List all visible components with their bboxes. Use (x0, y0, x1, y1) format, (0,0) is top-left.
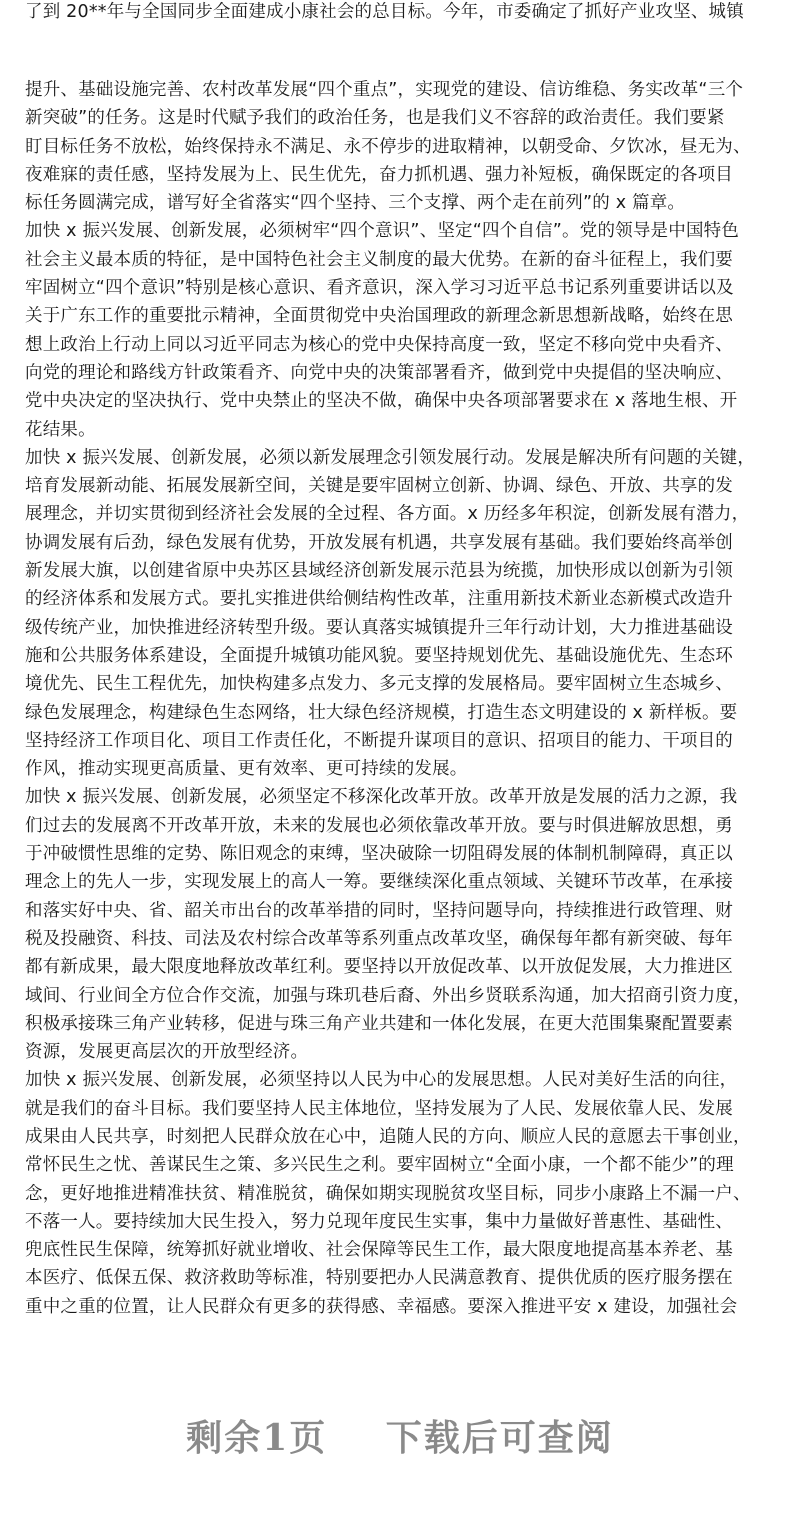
document-line: 花结果。 (25, 419, 96, 440)
document-line: 级传统产业，加快推进经济转型升级。要认真落实城镇提升三年行动计划，大力推进基础设 (25, 617, 733, 638)
document-line: 牢固树立“四个意识”特别是核心意识、看齐意识，深入学习习近平总书记系列重要讲话以及 (25, 278, 734, 299)
document-line: 资源，发展更高层次的开放型经济。 (25, 1042, 309, 1063)
document-line: 夜难寐的责任感，坚持发展为上、民生优先，奋力抓机遇、强力补短板，确保既定的各项目 (25, 164, 733, 185)
document-line: 念，更好地推进精准扶贫、精准脱贫，确保如期实现脱贫攻坚目标，同步小康路上不漏一户、 (25, 1183, 751, 1204)
document-line: 都有新成果，最大限度地释放改革红利。要坚持以开放促改革、以开放促发展，大力推进区 (25, 957, 733, 978)
document-line: 成果由人民共享，时刻把人民群众放在心中，追随人民的方向、顺应人民的意愿去干事创业， (25, 1126, 751, 1147)
document-line: 提升、基础设施完善、农村改革发展“四个重点”，实现党的建设、信访维稳、务实改革“三个 (25, 80, 744, 100)
document-line: 积极承接珠三角产业转移，促进与珠三角产业共建和一体化发展，在更大范围集聚配置要素 (25, 1013, 733, 1034)
document-line: 域间、行业间全方位合作交流，加强与珠玑巷后裔、外出乡贤联系沟通，加大招商引资力度， (25, 985, 751, 1006)
document-line: 境优先、民生工程优先，加快构建多点发力、多元支撑的发展格局。要牢固树立生态城乡、 (25, 674, 733, 695)
document-line: 培育发展新动能、拓展发展新空间，关键是要牢固树立创新、协调、绿色、开放、共享的发 (25, 476, 733, 497)
document-line: 们过去的发展离不开改革开放，未来的发展也必须依靠改革开放。要与时俱进解放思想，勇 (25, 815, 733, 836)
document-line: 想上政治上行动上同以习近平同志为核心的党中央保持高度一致，坚定不移向党中央看齐、 (25, 334, 733, 355)
document-line: 加快 x 振兴发展、创新发展，必须以新发展理念引领发展行动。发展是解决所有问题的关键， (25, 447, 756, 468)
document-line: 加快 x 振兴发展、创新发展，必须树牢“四个意识”、坚定“四个自信”。党的领导是中国特色 (25, 221, 740, 242)
document-line: 协调发展有后劲，绿色发展有优势，开放发展有机遇，共享发展有基础。我们要始终高举创 (25, 532, 733, 553)
document-line: 于冲破惯性思维的定势、陈旧观念的束缚，坚决破除一切阻碍发展的体制机制障碍，真正以 (25, 844, 733, 865)
remaining-pages-label: 剩余1页 (186, 1417, 328, 1459)
document-line: 不落一人。要持续加大民生投入，努力兑现年度民生实事，集中力量做好普惠性、基础性、 (25, 1211, 733, 1232)
document-line: 新发展大旗，以创建省原中央苏区县域经济创新发展示范县为统揽，加快形成以创新为引领 (25, 561, 733, 582)
document-line: 向党的理论和路线方针政策看齐、向党中央的决策部署看齐，做到党中央提倡的坚决响应、 (25, 362, 733, 383)
document-line: 社会主义最本质的特征，是中国特色社会主义制度的最大优势。在新的奋斗征程上，我们要 (25, 249, 733, 270)
document-line: 常怀民生之忧、善谋民生之策、多兴民生之利。要牢固树立“全面小康，一个都不能少”的理 (25, 1155, 734, 1176)
document-line: 施和公共服务体系建设，全面提升城镇功能风貌。要坚持规划优先、基础设施优先、生态环 (25, 645, 733, 666)
document-line: 作风，推动实现更高质量、更有效率、更可持续的发展。 (25, 759, 468, 780)
document-line: 兜底性民生保障，统筹抓好就业增收、社会保障等民生工作，最大限度地提高基本养老、基 (25, 1240, 733, 1261)
document-line: 和落实好中央、省、韶关市出台的改革举措的同时，坚持问题导向，持续推进行政管理、财 (25, 900, 733, 921)
document-line: 坚持经济工作项目化、项目工作责任化，不断提升谋项目的意识、招项目的能力、干项目的 (25, 730, 733, 751)
document-line: 重中之重的位置，让人民群众有更多的获得感、幸福感。要深入推进平安 x 建设，加强社会 (25, 1296, 738, 1317)
document-line: 加快 x 振兴发展、创新发展，必须坚持以人民为中心的发展思想。人民对美好生活的向往， (25, 1070, 738, 1091)
document-line: 展理念，并切实贯彻到经济社会发展的全过程、各方面。x 历经多年积淀，创新发展有潜力， (25, 504, 750, 525)
document-line: 本医疗、低保五保、救济救助等标准，特别要把办人民满意教育、提供优质的医疗服务摆在 (25, 1268, 733, 1289)
document-line: 党中央决定的坚决执行、党中央禁止的坚决不做，确保中央各项部署要求在 x 落地生根、开 (25, 391, 738, 412)
document-line: 新突破”的任务。这是时代赋予我们的政治任务，也是我们义不容辞的政治责任。我们要紧 (25, 108, 725, 129)
download-to-view-label: 下载后可查阅 (385, 1417, 614, 1459)
download-banner[interactable] (0, 1410, 800, 1461)
document-line: 的经济体系和发展方式。要扎实推进供给侧结构性改革，注重用新技术新业态新模式改造升 (25, 589, 733, 610)
document-line: 加快 x 振兴发展、创新发展，必须坚定不移深化改革开放。改革开放是发展的活力之源，我 (25, 787, 738, 808)
document-line: 就是我们的奋斗目标。我们要坚持人民主体地位，坚持发展为了人民、发展依靠人民、发展 (25, 1098, 733, 1119)
document-line: 绿色发展理念，构建绿色生态网络，壮大绿色经济规模，打造生态文明建设的 x 新样板。要 (25, 702, 738, 723)
document-body (25, 76, 780, 1321)
document-line: 理念上的先人一步，实现发展上的高人一筹。要继续深化重点领域、关键环节改革，在承接 (25, 872, 733, 893)
document-line: 标任务圆满完成，谱写好全省落实“四个坚持、三个支撑、两个走在前列”的 x 篇章。 (25, 193, 686, 214)
document-line: 盯目标任务不放松，始终保持永不满足、永不停步的进取精神，以朝受命、夕饮冰，昼无为、 (25, 136, 751, 157)
document-line: 税及投融资、科技、司法及农村综合改革等系列重点改革攻坚，确保每年都有新突破、每年 (25, 928, 733, 949)
first-line: 了到 20**年与全国同步全面建成小康社会的总目标。今年，市委确定了抓好产业攻坚、城镇 (25, 2, 744, 22)
document-line: 关于广东工作的重要批示精神，全面贯彻党中央治国理政的新理念新思想新战略，始终在思 (25, 306, 733, 327)
